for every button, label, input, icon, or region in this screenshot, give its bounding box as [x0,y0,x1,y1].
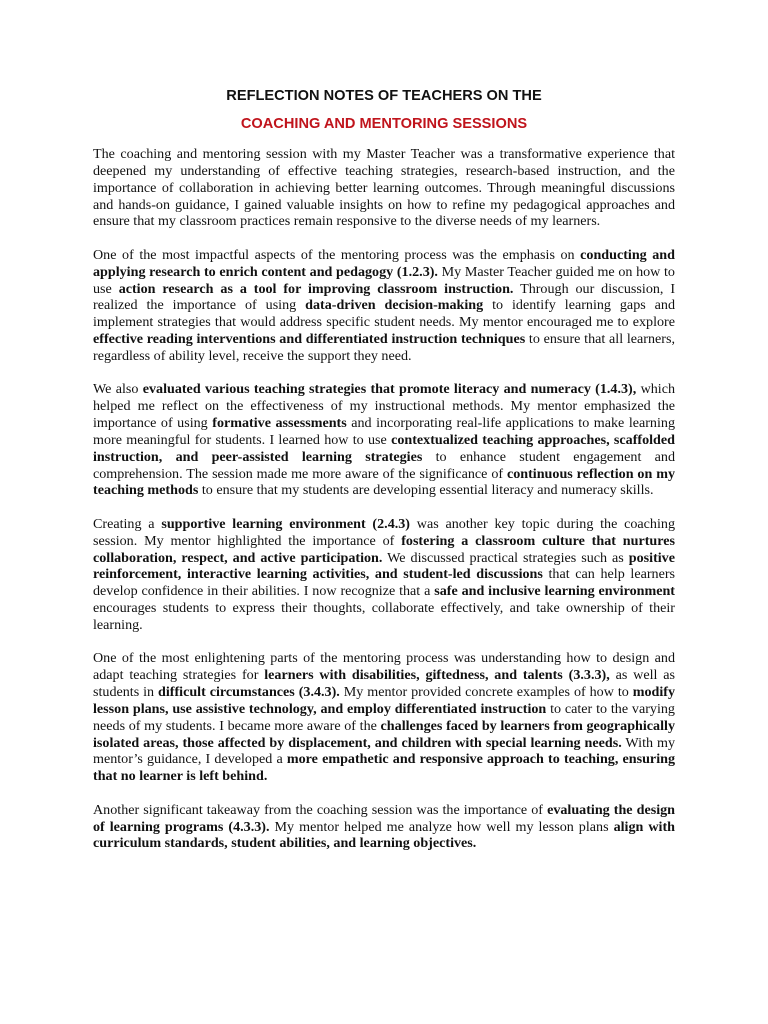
bold-text: evaluating the design of learning programs (4.3.3). [93,801,675,835]
text: and incorporating real-life applications to make learning more meaningful for students. I learned how to use [93,415,675,448]
bold-text: supportive learning environment (2.4.3) [161,515,411,532]
bold-text: fostering a classroom culture that nurtures collaboration, respect, and active participation. [93,532,675,566]
document-body [93,146,675,852]
paragraph-4 [93,516,675,634]
paragraph-1 [93,146,675,230]
text: With my mentor’s guidance, I developed a [93,734,675,768]
bold-text: evaluated various teaching strategies that promote literacy and numeracy (1.4.3), [142,381,637,398]
text: to identify learning gaps and implement strategies that would address specific student needs. My mentor encouraged me to explore [93,297,675,331]
bold-text: conducting and applying research to enrich content and pedagogy (1.2.3). [93,246,675,280]
bold-text: challenges faced by learners from geographically isolated areas, those affected by displacement, and children with special learning needs. [93,717,675,751]
text: Through our discussion, I realized the importance of using [93,280,676,314]
text: My Master Teacher guided me on how to use [93,263,675,297]
text: which helped me reflect on the effectiveness of my instructional methods. My mentor emphasized the importance of using [93,381,676,431]
text: to cater to the varying needs of my students. I became more aware of the [93,700,675,734]
bold-text: data-driven decision-making [305,297,484,314]
paragraph-2 [93,247,675,365]
text: as well as students in [93,667,675,700]
text: encourages students to express their thoughts, collaborate effectively, and take ownership of their learning. [93,600,675,633]
paragraph-5 [93,650,675,785]
text: to ensure that my students are developing essential literacy and numeracy skills. [198,482,654,499]
text: to enhance student engagement and comprehension. The session made me more aware of the significance of [93,448,675,482]
text: We discussed practical strategies such as [382,549,629,566]
text: Creating a [93,515,162,532]
text: One of the most enlightening parts of the mentoring process was understanding how to design and adapt teaching strategies for [93,650,675,684]
text: The coaching and mentoring session with my Master Teacher was a transformative experience that deepened my understanding of effective teaching strategies, research-based instruction, and the importance of collaboration in achieving better learning outcomes. Through meaningful discussions and hands-on guidance, I gained valuable insights on how to refine my pedagogical approaches and ensure that my classroom practices remain responsive to the diverse needs of my learners. [93,146,675,230]
bold-text: continuous reflection on my teaching methods [93,465,675,499]
document-title: REFLECTION NOTES OF TEACHERS ON THE [226,88,542,104]
text: My mentor helped me analyze how well my lesson plans [269,818,614,835]
text: to ensure that all learners, regardless of ability level, receive the support they need. [93,331,675,364]
bold-text: learners with disabilities, giftedness, and talents (3.3.3), [264,667,610,684]
bold-text: difficult circumstances (3.4.3). [158,684,340,700]
bold-text: formative assessments [212,415,347,431]
bold-text: safe and inclusive learning environment [434,583,675,600]
text: We also [93,381,143,398]
text: My mentor provided concrete examples of how to [339,684,633,700]
bold-text: more empathetic and responsive approach to teaching, ensuring that no learner is left behind. [93,751,675,785]
document-subtitle: COACHING AND MENTORING SESSIONS [240,116,528,132]
paragraph-6 [93,802,675,853]
bold-text: action research as a tool for improving classroom instruction. [118,280,514,297]
text: Another significant takeaway from the coaching session was the importance of [93,801,548,818]
bold-text: modify lesson plans, use assistive technology, and employ differentiated instruction [93,684,676,717]
bold-text: align with curriculum standards, student abilities, and learning objectives. [93,818,675,852]
bold-text: contextualized teaching approaches, scaffolded instruction, and peer-assisted learning strategies [93,431,675,465]
text: was another key topic during the coaching session. My mentor highlighted the importance of [93,515,675,549]
text: that can help learners develop confidence in their abilities. I now recognize that a [93,566,676,600]
paragraph-3 [93,381,675,499]
bold-text: positive reinforcement, interactive learning activities, and student-led discussions [93,549,675,583]
bold-text: effective reading interventions and differentiated instruction techniques [93,331,526,348]
text: One of the most impactful aspects of the mentoring process was the emphasis on [93,246,581,263]
